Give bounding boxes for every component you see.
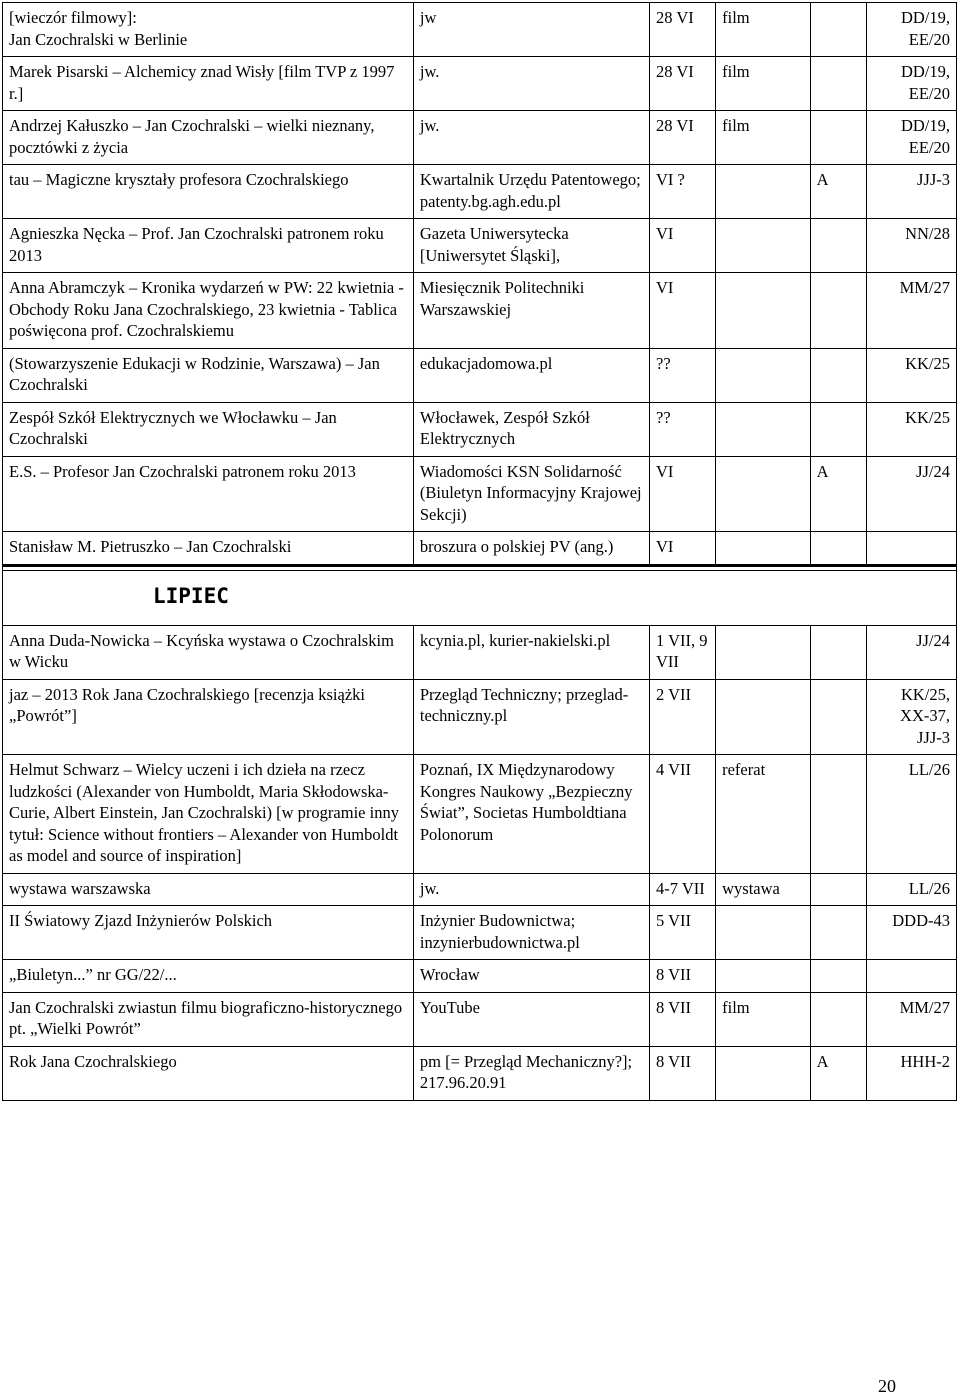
title-cell xyxy=(3,111,414,165)
title-line: Anna Duda-Nowicka – Kcyńska wystawa o Czochralskim w Wicku xyxy=(9,630,394,671)
type-cell xyxy=(716,532,810,566)
table-row xyxy=(3,402,957,456)
source-cell: Włocławek, Zespół Szkół Elektrycznych xyxy=(413,402,649,456)
type-cell: film xyxy=(716,111,810,165)
date-cell: 4-7 VII xyxy=(650,873,716,906)
section-title: LIPIEC xyxy=(153,584,229,609)
table-row xyxy=(3,873,957,906)
date-cell: VI xyxy=(650,532,716,566)
table-row xyxy=(3,532,957,566)
flag-cell xyxy=(810,679,867,755)
flag-cell xyxy=(810,755,867,874)
code-cell xyxy=(867,960,957,993)
date-cell: 8 VII xyxy=(650,960,716,993)
code-cell: DD/19, EE/20 xyxy=(867,3,957,57)
source-cell: Wiadomości KSN Solidarność (Biuletyn Informacyjny Krajowej Sekcji) xyxy=(413,456,649,532)
date-cell: VI xyxy=(650,456,716,532)
title-cell xyxy=(3,273,414,349)
title-line: Anna Abramczyk – Kronika wydarzeń w PW: 22 kwietnia - Obchody Roku Jana Czochralskiego, 23 kwietnia - Tablica poświęcona prof. Czochralskiemu xyxy=(9,278,404,340)
type-cell xyxy=(716,348,810,402)
title-cell xyxy=(3,348,414,402)
bibliography-table xyxy=(2,2,957,1101)
flag-cell xyxy=(810,402,867,456)
source-cell: Przegląd Techniczny; przeglad-techniczny.pl xyxy=(413,679,649,755)
type-cell: film xyxy=(716,992,810,1046)
type-cell: film xyxy=(716,57,810,111)
code-cell: MM/27 xyxy=(867,273,957,349)
code-cell: NN/28 xyxy=(867,219,957,273)
title-cell xyxy=(3,402,414,456)
title-line: Agnieszka Nęcka – Prof. Jan Czochralski patronem roku 2013 xyxy=(9,224,384,265)
flag-cell xyxy=(810,992,867,1046)
table-row xyxy=(3,165,957,219)
type-cell: film xyxy=(716,3,810,57)
title-cell xyxy=(3,992,414,1046)
title-cell xyxy=(3,625,414,679)
date-cell: ?? xyxy=(650,348,716,402)
table-row xyxy=(3,755,957,874)
title-cell xyxy=(3,906,414,960)
code-cell: KK/25 xyxy=(867,402,957,456)
date-cell: 1 VII, 9 VII xyxy=(650,625,716,679)
type-cell xyxy=(716,219,810,273)
table-row xyxy=(3,57,957,111)
july-rows xyxy=(3,625,957,1100)
code-cell: KK/25, XX-37, JJJ-3 xyxy=(867,679,957,755)
date-cell: 28 VI xyxy=(650,111,716,165)
table-row xyxy=(3,111,957,165)
flag-cell xyxy=(810,273,867,349)
type-cell xyxy=(716,165,810,219)
flag-cell: A xyxy=(810,1046,867,1100)
flag-cell xyxy=(810,960,867,993)
type-cell xyxy=(716,402,810,456)
title-line: Helmut Schwarz – Wielcy uczeni i ich dzieła na rzecz ludzkości (Alexander von Humboldt, Maria Skłodowska-Curie, Albert Einstein, Jan Czochralski) [w programie inny tytuł: Science without frontiers – Alexander von Humboldt as model and source of inspiration] xyxy=(9,760,399,865)
date-cell: 5 VII xyxy=(650,906,716,960)
title-line: [wieczór filmowy]: xyxy=(9,8,137,27)
code-cell: LL/26 xyxy=(867,755,957,874)
table-row xyxy=(3,960,957,993)
flag-cell xyxy=(810,111,867,165)
table-row xyxy=(3,679,957,755)
table-row xyxy=(3,3,957,57)
title-cell xyxy=(3,960,414,993)
source-cell: jw xyxy=(413,3,649,57)
title-line: Jan Czochralski zwiastun filmu biograficzno-historycznego pt. „Wielki Powrót” xyxy=(9,997,403,1038)
source-cell: pm [= Przegląd Mechaniczny?]; 217.96.20.91 xyxy=(413,1046,649,1100)
date-cell: ?? xyxy=(650,402,716,456)
date-cell: VI xyxy=(650,219,716,273)
title-cell xyxy=(3,532,414,566)
section-header-row xyxy=(3,570,957,625)
source-cell: Gazeta Uniwersytecka [Uniwersytet Śląski], xyxy=(413,219,649,273)
title-line: Zespół Szkół Elektrycznych we Włocławku – Jan Czochralski xyxy=(9,407,337,448)
title-line: jaz – 2013 Rok Jana Czochralskiego [recenzja książki „Powrót”] xyxy=(9,684,365,725)
title-line: II Światowy Zjazd Inżynierów Polskich xyxy=(9,911,273,930)
type-cell: referat xyxy=(716,755,810,874)
date-cell: VI xyxy=(650,273,716,349)
title-line: „Biuletyn...” nr GG/22/... xyxy=(9,965,177,984)
title-cell xyxy=(3,1046,414,1100)
table-row xyxy=(3,456,957,532)
source-cell: jw. xyxy=(413,57,649,111)
code-cell: HHH-2 xyxy=(867,1046,957,1100)
title-line: E.S. – Profesor Jan Czochralski patronem roku 2013 xyxy=(9,461,356,481)
title-line: (Stowarzyszenie Edukacji w Rodzinie, Warszawa) – Jan Czochralski xyxy=(9,353,380,394)
flag-cell xyxy=(810,57,867,111)
title-line: Marek Pisarski – Alchemicy znad Wisły [film TVP z 1997 r.] xyxy=(9,62,395,103)
page-number: 20 xyxy=(878,1376,896,1396)
flag-cell xyxy=(810,625,867,679)
date-cell: 28 VI xyxy=(650,57,716,111)
flag-cell xyxy=(810,219,867,273)
code-cell: MM/27 xyxy=(867,992,957,1046)
flag-cell: A xyxy=(810,165,867,219)
title-cell xyxy=(3,873,414,906)
code-cell: DDD-43 xyxy=(867,906,957,960)
date-cell: 28 VI xyxy=(650,3,716,57)
code-cell xyxy=(867,532,957,566)
type-cell xyxy=(716,273,810,349)
table-row xyxy=(3,1046,957,1100)
source-cell: Inżynier Budownictwa; inzynierbudownictwa.pl xyxy=(413,906,649,960)
type-cell xyxy=(716,1046,810,1100)
table-row xyxy=(3,992,957,1046)
date-cell: 8 VII xyxy=(650,1046,716,1100)
date-cell: 8 VII xyxy=(650,992,716,1046)
type-cell xyxy=(716,679,810,755)
flag-cell xyxy=(810,906,867,960)
code-cell: LL/26 xyxy=(867,873,957,906)
title-line: tau – Magiczne kryształy profesora Czochralskiego xyxy=(9,170,349,189)
flag-cell xyxy=(810,532,867,566)
table-row xyxy=(3,273,957,349)
title-line: Rok Jana Czochralskiego xyxy=(9,1051,177,1071)
table-row xyxy=(3,625,957,679)
code-cell: JJ/24 xyxy=(867,625,957,679)
june-rows xyxy=(3,3,957,566)
date-cell: VI ? xyxy=(650,165,716,219)
source-cell: jw. xyxy=(413,111,649,165)
source-cell: kcynia.pl, kurier-nakielski.pl xyxy=(413,625,649,679)
title-line: Jan Czochralski w Berlinie xyxy=(9,29,188,49)
type-cell xyxy=(716,960,810,993)
title-cell xyxy=(3,57,414,111)
flag-cell: A xyxy=(810,456,867,532)
source-cell: Poznań, IX Międzynarodowy Kongres Naukowy „Bezpieczny Świat”, Societas Humboldtiana Polonorum xyxy=(413,755,649,874)
code-cell: DD/19, EE/20 xyxy=(867,111,957,165)
source-cell: jw. xyxy=(413,873,649,906)
source-cell: edukacjadomowa.pl xyxy=(413,348,649,402)
title-cell xyxy=(3,755,414,874)
source-cell: Wrocław xyxy=(413,960,649,993)
flag-cell xyxy=(810,348,867,402)
source-cell: Kwartalnik Urzędu Patentowego; patenty.bg.agh.edu.pl xyxy=(413,165,649,219)
code-cell: JJ/24 xyxy=(867,456,957,532)
code-cell: JJJ-3 xyxy=(867,165,957,219)
type-cell xyxy=(716,906,810,960)
title-line: Stanisław M. Pietruszko – Jan Czochralski xyxy=(9,537,292,556)
title-cell xyxy=(3,3,414,57)
title-cell xyxy=(3,456,414,532)
source-cell: broszura o polskiej PV (ang.) xyxy=(413,532,649,566)
table-row xyxy=(3,219,957,273)
code-cell: KK/25 xyxy=(867,348,957,402)
title-cell xyxy=(3,219,414,273)
type-cell xyxy=(716,456,810,532)
title-cell xyxy=(3,165,414,219)
flag-cell xyxy=(810,3,867,57)
title-cell xyxy=(3,679,414,755)
title-line: wystawa warszawska xyxy=(9,878,151,898)
table-row xyxy=(3,906,957,960)
type-cell xyxy=(716,625,810,679)
type-cell: wystawa xyxy=(716,873,810,906)
source-cell: YouTube xyxy=(413,992,649,1046)
code-cell: DD/19, EE/20 xyxy=(867,57,957,111)
date-cell: 2 VII xyxy=(650,679,716,755)
table-row xyxy=(3,348,957,402)
title-line: Andrzej Kałuszko – Jan Czochralski – wielki nieznany, pocztówki z życia xyxy=(9,116,375,157)
source-cell: Miesięcznik Politechniki Warszawskiej xyxy=(413,273,649,349)
date-cell: 4 VII xyxy=(650,755,716,874)
flag-cell xyxy=(810,873,867,906)
